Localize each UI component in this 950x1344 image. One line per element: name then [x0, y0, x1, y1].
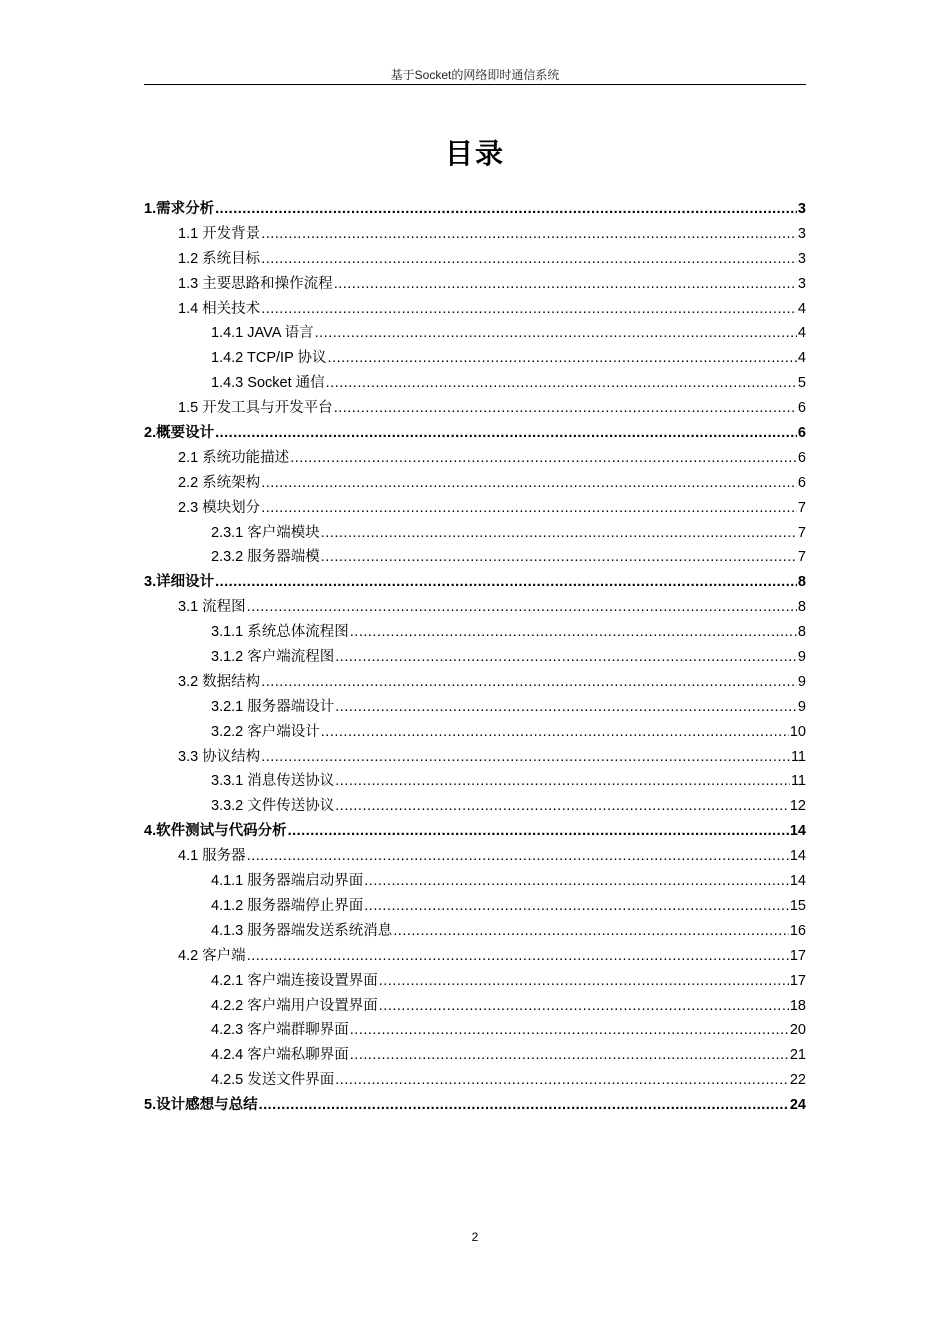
dot-leader	[247, 595, 797, 620]
toc-entry[interactable]	[144, 346, 806, 371]
dot-leader	[290, 446, 797, 471]
toc-entry-page: 18	[789, 997, 806, 1014]
toc-entry[interactable]	[144, 769, 806, 794]
dot-leader	[321, 545, 797, 570]
toc-entry[interactable]	[144, 595, 806, 620]
page-number: 2	[471, 1230, 479, 1244]
toc-entry-text: 1.4 相关技术	[178, 300, 261, 317]
toc-entry[interactable]	[144, 794, 806, 819]
toc-entry-text: 2.3.1 客户端模块	[211, 524, 320, 541]
toc-entry[interactable]	[144, 421, 806, 446]
toc-entry-text: 4.2 客户端	[178, 947, 246, 964]
toc-entry[interactable]	[144, 396, 806, 421]
toc-entry-page: 22	[789, 1072, 806, 1089]
dot-leader	[261, 247, 797, 272]
dot-leader	[379, 969, 789, 994]
toc-entry-page: 3	[797, 225, 806, 242]
toc-entry[interactable]	[144, 272, 806, 297]
toc-entry-page: 7	[797, 524, 806, 541]
toc-entry-page: 14	[789, 823, 806, 840]
toc-entry-page: 4	[797, 350, 806, 367]
toc-entry[interactable]	[144, 1018, 806, 1043]
dot-leader	[259, 1093, 789, 1118]
dot-leader	[350, 620, 797, 645]
dot-leader	[215, 197, 797, 222]
toc-entry-text: 1.4.1 JAVA 语言	[211, 325, 314, 342]
toc-entry-text: 2.3.2 服务器端模	[211, 549, 320, 566]
dot-leader	[379, 994, 789, 1019]
toc-entry-page: 4	[797, 325, 806, 342]
toc-entry-text: 4.软件测试与代码分析	[144, 823, 287, 840]
dot-leader	[350, 1043, 789, 1068]
toc-entry-text: 2.3 模块划分	[178, 499, 261, 516]
toc-entry[interactable]	[144, 371, 806, 396]
dot-leader	[288, 819, 789, 844]
toc-entry-text: 3.1.2 客户端流程图	[211, 649, 335, 666]
toc-entry-page: 9	[797, 698, 806, 715]
toc-entry-page: 24	[789, 1097, 806, 1114]
toc-entry-text: 3.2.2 客户端设计	[211, 723, 320, 740]
toc-entry-text: 5.设计感想与总结	[144, 1097, 258, 1114]
toc-entry[interactable]	[144, 1068, 806, 1093]
toc-entry-text: 4.1 服务器	[178, 848, 246, 865]
toc-entry-page: 17	[789, 972, 806, 989]
toc-entry-text: 1.5 开发工具与开发平台	[178, 400, 333, 417]
toc-entry-page: 4	[797, 300, 806, 317]
dot-leader	[364, 869, 789, 894]
toc-entry[interactable]	[144, 496, 806, 521]
dot-leader	[328, 346, 797, 371]
toc-entry[interactable]	[144, 197, 806, 222]
dot-leader	[247, 944, 789, 969]
toc-entry[interactable]	[144, 521, 806, 546]
dot-leader	[335, 769, 790, 794]
toc-entry-text: 4.1.2 服务器端停止界面	[211, 897, 364, 914]
toc-entry-text: 4.2.5 发送文件界面	[211, 1072, 335, 1089]
dot-leader	[321, 720, 789, 745]
toc-entry-page: 10	[789, 723, 806, 740]
toc-entry[interactable]	[144, 969, 806, 994]
toc-entry[interactable]	[144, 994, 806, 1019]
toc-entry-page: 15	[789, 897, 806, 914]
toc-entry-page: 8	[797, 599, 806, 616]
toc-entry-text: 4.2.4 客户端私聊界面	[211, 1047, 349, 1064]
toc-entry-text: 4.2.3 客户端群聊界面	[211, 1022, 349, 1039]
toc-entry[interactable]	[144, 819, 806, 844]
toc-entry-page: 3	[797, 275, 806, 292]
toc-entry-page: 16	[789, 922, 806, 939]
toc-entry-page: 11	[790, 748, 806, 765]
toc-entry[interactable]	[144, 695, 806, 720]
toc-entry[interactable]	[144, 321, 806, 346]
toc-entry[interactable]	[144, 894, 806, 919]
dot-leader	[261, 745, 790, 770]
toc-entry[interactable]	[144, 1043, 806, 1068]
toc-entry-page: 8	[797, 624, 806, 641]
toc-entry[interactable]	[144, 620, 806, 645]
dot-leader	[393, 919, 789, 944]
dot-leader	[350, 1018, 789, 1043]
dot-leader	[335, 645, 797, 670]
toc-entry[interactable]	[144, 844, 806, 869]
toc-entry-text: 3.1 流程图	[178, 599, 246, 616]
toc-entry-page: 5	[797, 375, 806, 392]
toc-entry-text: 3.1.1 系统总体流程图	[211, 624, 349, 641]
toc-entry-page: 6	[797, 400, 806, 417]
toc-entry-text: 2.1 系统功能描述	[178, 449, 290, 466]
toc-entry-text: 1.4.2 TCP/IP 协议	[211, 350, 327, 367]
toc-entry[interactable]	[144, 645, 806, 670]
toc-entry[interactable]	[144, 446, 806, 471]
toc-entry[interactable]	[144, 471, 806, 496]
toc-entry-page: 7	[797, 549, 806, 566]
dot-leader	[215, 421, 797, 446]
toc-entry[interactable]	[144, 570, 806, 595]
dot-leader	[261, 222, 797, 247]
dot-leader	[326, 371, 797, 396]
toc-entry[interactable]	[144, 944, 806, 969]
toc-entry-text: 3.3.1 消息传送协议	[211, 773, 335, 790]
toc-entry-page: 17	[789, 947, 806, 964]
toc-entry-text: 3.详细设计	[144, 574, 215, 591]
toc-entry-text: 4.1.1 服务器端启动界面	[211, 873, 364, 890]
toc-entry-page: 6	[797, 425, 806, 442]
dot-leader	[335, 1068, 789, 1093]
toc-entry-text: 3.2.1 服务器端设计	[211, 698, 335, 715]
toc-entry-text: 1.需求分析	[144, 201, 215, 217]
toc-entry-page: 3	[797, 201, 806, 217]
toc-entry-text: 2.2 系统架构	[178, 474, 261, 491]
toc-entry-text: 4.2.1 客户端连接设置界面	[211, 972, 378, 989]
toc-entry-text: 4.2.2 客户端用户设置界面	[211, 997, 378, 1014]
toc-entry-page: 7	[797, 499, 806, 516]
dot-leader	[315, 321, 797, 346]
toc-entry[interactable]	[144, 670, 806, 695]
dot-leader	[335, 695, 797, 720]
dot-leader	[261, 670, 797, 695]
dot-leader	[334, 396, 797, 421]
toc-entry-page: 3	[797, 250, 806, 267]
toc-entry-text: 3.3 协议结构	[178, 748, 261, 765]
toc-entry[interactable]	[144, 247, 806, 272]
toc-entry-page: 14	[789, 873, 806, 890]
toc-entry[interactable]	[144, 1093, 806, 1118]
dot-leader	[321, 521, 797, 546]
toc-entry-text: 1.1 开发背景	[178, 225, 261, 242]
toc-entry-page: 9	[797, 649, 806, 666]
toc-entry[interactable]	[144, 869, 806, 894]
toc-entry-page: 6	[797, 474, 806, 491]
toc-entry-page: 8	[797, 574, 806, 591]
toc-entry-text: 2.概要设计	[144, 425, 215, 442]
toc-entry-text: 1.4.3 Socket 通信	[211, 375, 325, 392]
toc-title: 目录	[444, 138, 505, 169]
dot-leader	[261, 471, 797, 496]
toc-entry[interactable]	[144, 720, 806, 745]
dot-leader	[335, 794, 789, 819]
header-rule	[144, 84, 806, 85]
toc-entry-page: 14	[789, 848, 806, 865]
dot-leader	[261, 297, 797, 322]
toc-entry-page: 9	[797, 673, 806, 690]
running-header: 基于Socket的网络即时通信系统	[390, 68, 560, 82]
toc-entry-page: 6	[797, 449, 806, 466]
toc-entry[interactable]	[144, 545, 806, 570]
toc-entry[interactable]	[144, 222, 806, 247]
toc-entry-text: 3.2 数据结构	[178, 673, 261, 690]
toc-entry-text: 4.1.3 服务器端发送系统消息	[211, 922, 393, 939]
dot-leader	[334, 272, 797, 297]
toc-entry-page: 21	[789, 1047, 806, 1064]
table-of-contents	[144, 197, 806, 1118]
toc-entry[interactable]	[144, 297, 806, 322]
toc-entry[interactable]	[144, 745, 806, 770]
dot-leader	[247, 844, 789, 869]
toc-entry-text: 1.2 系统目标	[178, 250, 261, 267]
toc-entry-page: 20	[789, 1022, 806, 1039]
toc-entry-page: 11	[790, 773, 806, 790]
toc-entry-page: 12	[789, 798, 806, 815]
dot-leader	[215, 570, 797, 595]
toc-entry[interactable]	[144, 919, 806, 944]
toc-entry-text: 1.3 主要思路和操作流程	[178, 275, 333, 292]
dot-leader	[261, 496, 797, 521]
toc-entry-text: 3.3.2 文件传送协议	[211, 798, 335, 815]
dot-leader	[364, 894, 789, 919]
